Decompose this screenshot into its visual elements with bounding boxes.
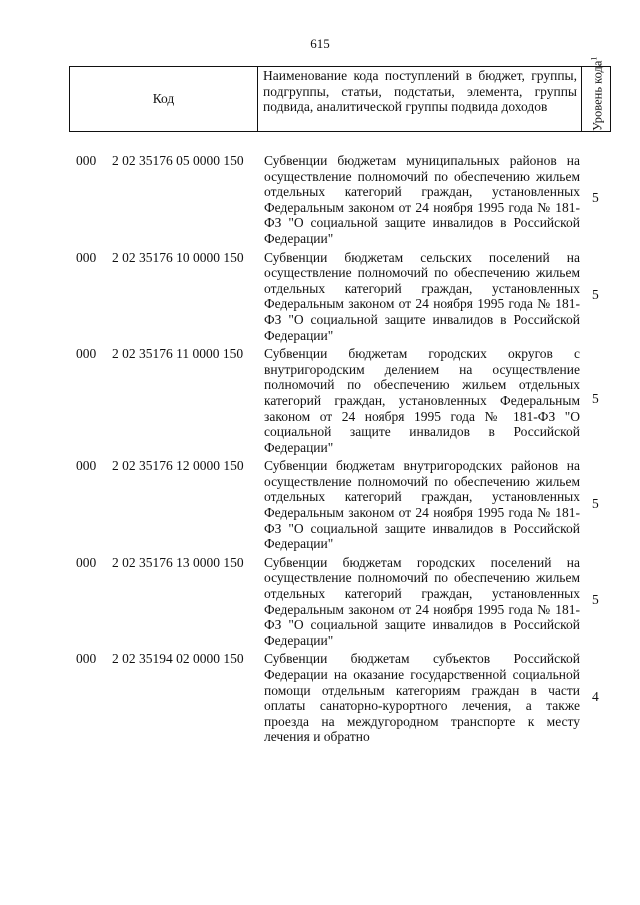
header-level-footnote: 1 [589, 56, 599, 61]
revenue-code: 2 02 35194 02 0000 150 [112, 651, 244, 667]
revenue-code: 2 02 35176 05 0000 150 [112, 153, 244, 168]
admin-code: 000 [76, 554, 97, 570]
admin-code: 000 [76, 249, 97, 265]
header-code: Код [70, 67, 258, 131]
code-level: 5 [592, 495, 599, 511]
revenue-name: Субвенции бюджетам городских поселений на осуществление полномочий по обеспечению жильем отдельных категорий граждан, установленных Федеральным законом от 24 ноября 1995 года № 181-ФЗ "О социальной защите инвалидов в Российской Федерации" [264, 554, 580, 648]
revenue-code: 2 02 35176 11 0000 150 [112, 346, 244, 362]
revenue-code: 2 02 35176 13 0000 150 [112, 554, 244, 570]
page-number: 615 [310, 36, 330, 51]
header-level [582, 56, 610, 131]
code-level: 5 [592, 190, 599, 206]
revenue-name: Субвенции бюджетам субъектов Российской Федерации на оказание государственной социальной помощи отдельным категориям граждан в части оплаты санаторно-курортного лечения, а также проезда на междугородном транспорте к месту лечения и обратно [264, 651, 580, 745]
revenue-code: 2 02 35176 10 0000 150 [112, 249, 244, 265]
header-name: Наименование кода поступлений в бюджет, группы, подгруппы, статьи, подстатьи, элемента, группы подвида, аналитической группы подвида доходов [258, 67, 582, 131]
admin-code: 000 [76, 651, 97, 667]
code-level: 5 [592, 592, 599, 608]
revenue-code: 2 02 35176 12 0000 150 [112, 458, 244, 474]
table-row [0, 455, 640, 552]
revenue-name: Субвенции бюджетам сельских поселений на осуществление полномочий по обеспечению жильем отдельных категорий граждан, установленных Федеральным законом от 24 ноября 1995 года № 181-ФЗ "О социальной защите инвалидов в Российской Федерации" [264, 249, 580, 343]
table-header [69, 56, 611, 132]
header-level-label [588, 56, 605, 131]
code-level: 4 [592, 688, 599, 704]
admin-code: 000 [76, 458, 97, 474]
table-row [0, 552, 640, 649]
revenue-name: Субвенции бюджетам городских округов с внутригородским делением на осуществление полномочий по обеспечению жильем отдельных категорий граждан, установленных Федеральным законом от 24 ноября 1995 года № 181-ФЗ "О социальной защите инвалидов в Российской Федерации" [264, 346, 580, 455]
table-row [0, 648, 640, 745]
table-row [0, 150, 640, 247]
table-row [0, 247, 640, 344]
code-level: 5 [592, 287, 599, 303]
header-level-text: Уровень кода [590, 60, 605, 131]
table-body [0, 150, 640, 745]
admin-code: 000 [76, 346, 97, 362]
revenue-name: Субвенции бюджетам муниципальных районов на осуществление полномочий по обеспечению жильем отдельных категорий граждан, установленных Федеральным законом от 24 ноября 1995 года № 181-ФЗ "О социальной защите инвалидов в Российской Федерации" [264, 153, 580, 246]
code-level: 5 [592, 391, 599, 407]
admin-code: 000 [76, 153, 97, 168]
table-row [0, 343, 640, 455]
revenue-name: Субвенции бюджетам внутригородских районов на осуществление полномочий по обеспечению жильем отдельных категорий граждан, установленных Федеральным законом от 24 ноября 1995 года № 181-ФЗ "О социальной защите инвалидов в Российской Федерации" [264, 458, 580, 552]
